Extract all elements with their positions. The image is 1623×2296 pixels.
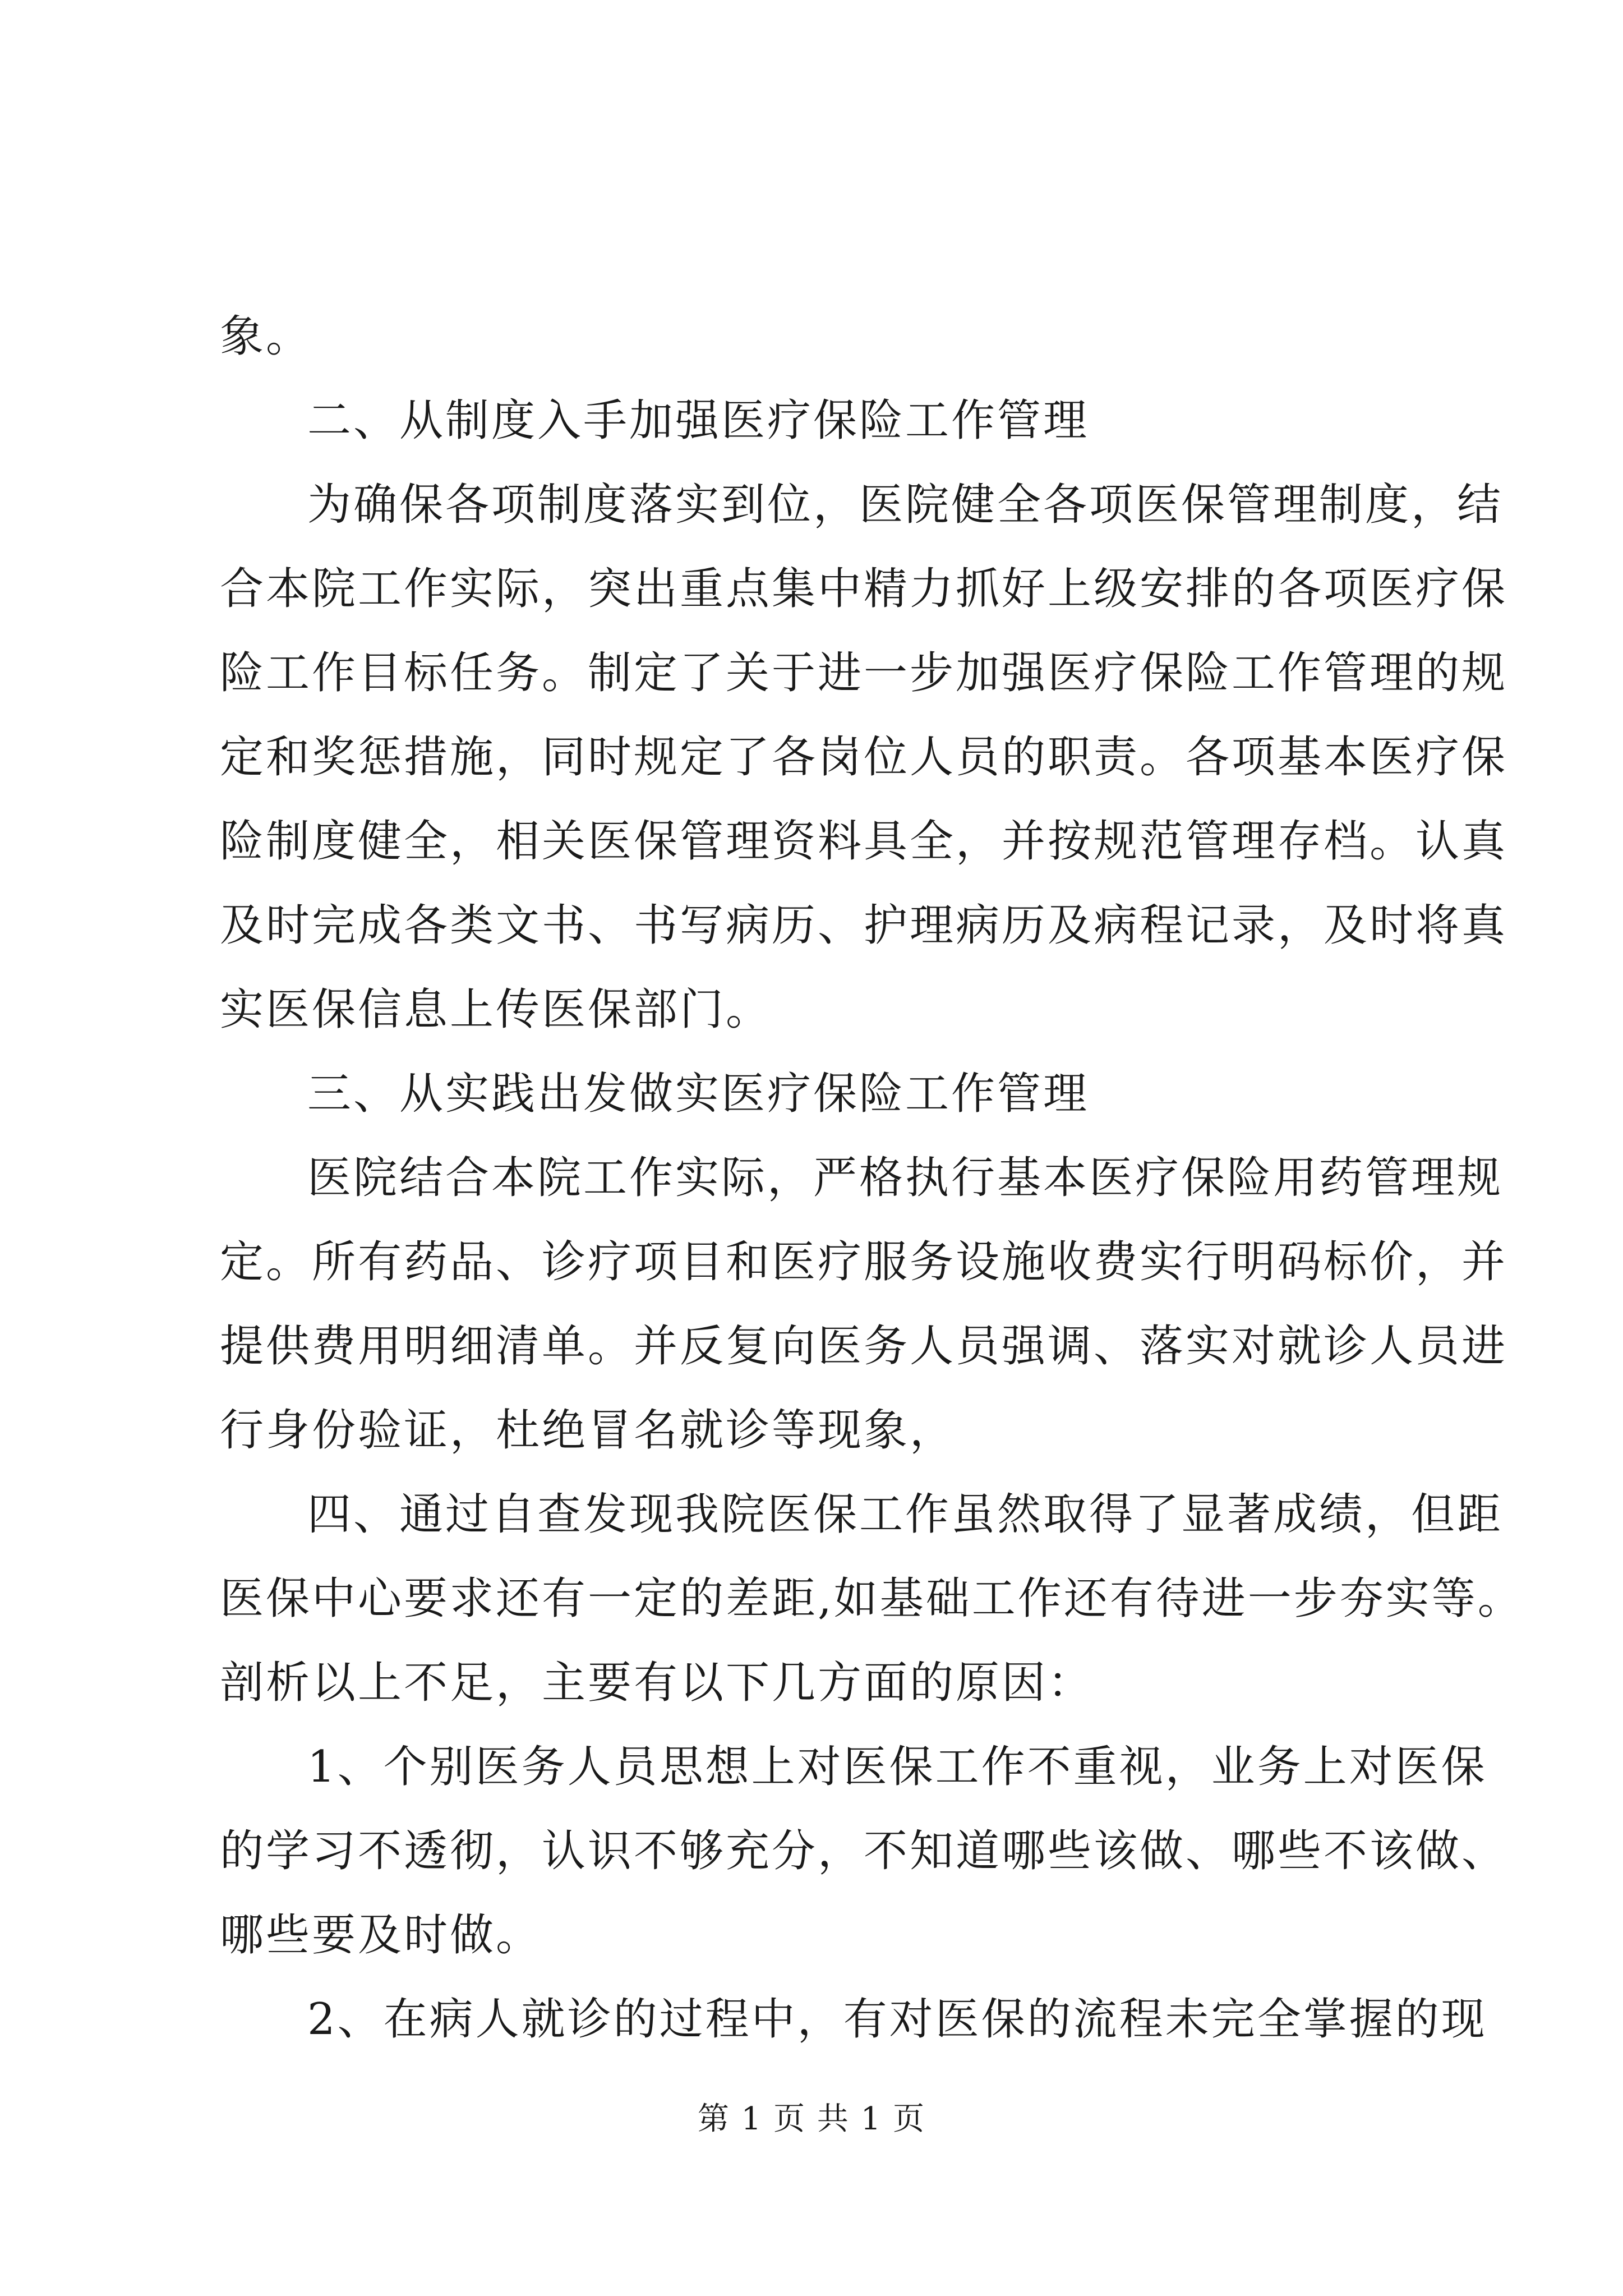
text-line: 险制度健全，相关医保管理资料具全，并按规范管理存档。认真 xyxy=(220,816,1508,867)
page-footer: 第 1 页 共 1 页 xyxy=(697,2101,926,2137)
text-line: 剖析以上不足，主要有以下几方面的原因： xyxy=(220,1658,1094,1708)
text-line: 四、通过自查发现我院医保工作虽然取得了显著成绩，但距 xyxy=(307,1489,1504,1540)
text-line: 的学习不透彻，认识不够充分，不知道哪些该做、哪些不该做、 xyxy=(220,1826,1508,1876)
text-line: 1、个别医务人员思想上对医保工作不重视，业务上对医保 xyxy=(307,1742,1487,1792)
section-heading: 三、从实践出发做实医疗保险工作管理 xyxy=(307,1069,1090,1119)
text-line: 合本院工作实际，突出重点集中精力抓好上级安排的各项医疗保 xyxy=(220,564,1508,614)
text-line: 实医保信息上传医保部门。 xyxy=(220,984,772,1035)
text-line: 2、在病人就诊的过程中，有对医保的流程未完全掌握的现 xyxy=(307,1994,1487,2045)
text-line: 定。所有药品、诊疗项目和医疗服务设施收费实行明码标价，并 xyxy=(220,1237,1508,1287)
text-line: 险工作目标任务。制定了关于进一步加强医疗保险工作管理的规 xyxy=(220,648,1508,698)
text-line: 象。 xyxy=(220,311,312,362)
text-line: 行身份验证，杜绝冒名就诊等现象， xyxy=(220,1405,956,1456)
text-line: 定和奖惩措施，同时规定了各岗位人员的职责。各项基本医疗保 xyxy=(220,732,1508,783)
text-line: 提供费用明细清单。并反复向医务人员强调、落实对就诊人员进 xyxy=(220,1321,1508,1372)
section-heading: 二、从制度入手加强医疗保险工作管理 xyxy=(307,395,1090,446)
text-line: 为确保各项制度落实到位，医院健全各项医保管理制度，结 xyxy=(307,480,1504,530)
text-line: 及时完成各类文书、书写病历、护理病历及病程记录，及时将真 xyxy=(220,900,1508,951)
text-line: 哪些要及时做。 xyxy=(220,1910,542,1961)
text-line: 医保中心要求还有一定的差距,如基础工作还有待进一步夯实等。 xyxy=(220,1573,1524,1624)
text-line: 医院结合本院工作实际，严格执行基本医疗保险用药管理规 xyxy=(307,1153,1504,1203)
